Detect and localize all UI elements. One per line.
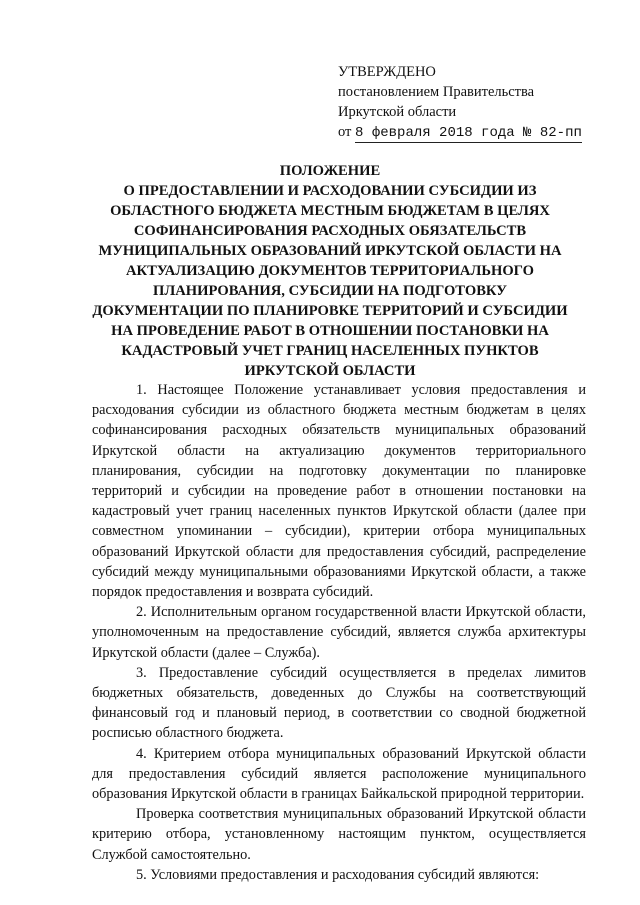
document-body bbox=[92, 380, 586, 885]
paragraph-5: 5. Условиями предоставления и расходования субсидий являются: bbox=[136, 866, 540, 883]
paragraph-4-check: Проверка соответствия муниципальных образований Иркутской области критерию отбора, установленному настоящим пунктом, осуществляется Службой самостоятельно. bbox=[92, 806, 586, 863]
title-line: ПЛАНИРОВАНИЯ, СУБСИДИИ НА ПОДГОТОВКУ bbox=[153, 283, 507, 299]
document-title bbox=[80, 161, 580, 381]
paragraph-2: 2. Исполнительным органом государственной власти Иркутской области, уполномоченным на предоставление субсидий, является служба архитектуры Иркутской области (далее – Служба). bbox=[92, 604, 586, 661]
approval-stamp bbox=[338, 62, 638, 143]
title-line: О ПРЕДОСТАВЛЕНИИ И РАСХОДОВАНИИ СУБСИДИИ ИЗ bbox=[123, 183, 537, 199]
paragraph-3: 3. Предоставление субсидий осуществляется в пределах лимитов бюджетных обязательств, доведенных до Службы на соответствующий финансовый год и плановый период, в соответствии со сводной бюджетной росписью областного бюджета. bbox=[92, 664, 586, 742]
approval-region: Иркутской области bbox=[338, 104, 457, 120]
paragraph-4: 4. Критерием отбора муниципальных образований Иркутской области для предоставления субсидий является расположение муниципального образования Иркутской области в границах Байкальской природной территории. bbox=[92, 745, 586, 803]
paragraph-1: 1. Настоящее Положение устанавливает условия предоставления и расходования субсидии из областного бюджета местным бюджетам в целях софинансирования расходных обязательств муниципальных образований Иркутской области на актуализацию документов территориального планирования, субсидии на подготовку документации по планировке территорий и субсидии на проведение работ в отношении постановки на кадастровый учет границ населенных пунктов Иркутской области (далее при совместном упоминании – субсидии), критерии отбора муниципальных образований Иркутской области для предоставления субсидий, распределение субсидий между муниципальными образованиями Иркутской области, а также порядок предоставления и возврата субсидий. bbox=[92, 382, 586, 601]
title-line: НА ПРОВЕДЕНИЕ РАБОТ В ОТНОШЕНИИ ПОСТАНОВКИ НА bbox=[111, 323, 549, 339]
title-line: АКТУАЛИЗАЦИЮ ДОКУМЕНТОВ ТЕРРИТОРИАЛЬНОГО bbox=[126, 263, 534, 279]
approval-date-value: 8 февраля 2018 года № 82-пп bbox=[355, 125, 582, 141]
title-line: ДОКУМЕНТАЦИИ ПО ПЛАНИРОВКЕ ТЕРРИТОРИЙ И СУБСИДИИ bbox=[92, 303, 568, 319]
title-line: СОФИНАНСИРОВАНИЯ РАСХОДНЫХ ОБЯЗАТЕЛЬСТВ bbox=[133, 223, 527, 239]
title-line: ОБЛАСТНОГО БЮДЖЕТА МЕСТНЫМ БЮДЖЕТАМ В ЦЕЛЯХ bbox=[110, 203, 550, 219]
title-line: МУНИЦИПАЛЬНЫХ ОБРАЗОВАНИЙ ИРКУТСКОЙ ОБЛАСТИ НА bbox=[98, 243, 562, 259]
approval-date-prefix: от bbox=[338, 124, 352, 140]
title-line: ИРКУТСКОЙ ОБЛАСТИ bbox=[244, 363, 416, 379]
approval-date-line bbox=[338, 122, 638, 143]
approval-authority: постановлением Правительства bbox=[338, 84, 535, 100]
title-line: ПОЛОЖЕНИЕ bbox=[279, 163, 381, 179]
title-line: КАДАСТРОВЫЙ УЧЕТ ГРАНИЦ НАСЕЛЕННЫХ ПУНКТОВ bbox=[121, 343, 539, 359]
approval-heading: УТВЕРЖДЕНО bbox=[338, 64, 436, 80]
